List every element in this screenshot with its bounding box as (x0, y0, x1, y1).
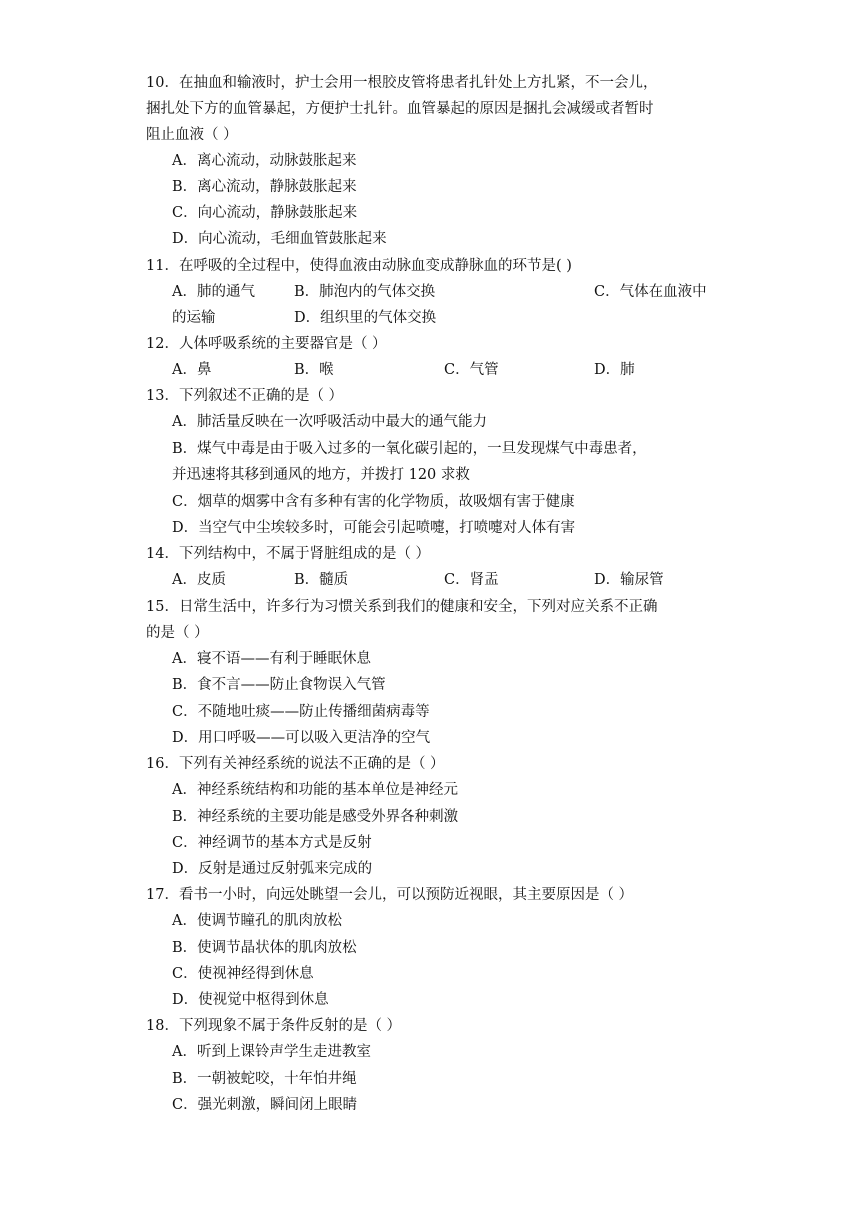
question-13-option-d: D．当空气中尘埃较多时，可能会引起喷嚏，打喷嚏对人体有害 (172, 520, 576, 536)
question-16-option-a: A．神经系统结构和功能的基本单位是神经元 (172, 782, 458, 798)
question-12-option-b: B．喉 (294, 362, 334, 378)
question-14-option-d: D．输尿管 (594, 572, 664, 588)
question-14-option-b: B．髓质 (294, 572, 349, 588)
question-13-option-c: C．烟草的烟雾中含有多种有害的化学物质，故吸烟有害于健康 (172, 494, 575, 510)
question-10-stem (146, 70, 736, 148)
question-17-stem (146, 882, 736, 908)
question-18-option-c: C．强光刺激，瞬间闭上眼睛 (172, 1097, 358, 1113)
question-16-stem (146, 751, 736, 777)
question-10-option-a: A．离心流动，动脉鼓胀起来 (172, 153, 357, 169)
question-14-option-a: A．皮质 (172, 572, 226, 588)
question-12-option-d: D．肺 (594, 362, 635, 378)
stem-line: 15．日常生活中，许多行为习惯关系到我们的健康和安全，下列对应关系不正确 (146, 599, 658, 615)
question-11-option-c: C．气体在血液中 (594, 284, 707, 300)
stem-line: 17．看书一小时，向远处眺望一会儿，可以预防近视眼，其主要原因是（ ） (146, 887, 634, 903)
question-11-stem (146, 253, 736, 279)
stem-line: 18．下列现象不属于条件反射的是（ ） (146, 1018, 402, 1034)
question-13-stem (146, 383, 736, 409)
question-18-stem (146, 1013, 736, 1039)
question-14-option-c: C．肾盂 (444, 572, 499, 588)
question-11-option-c-continued: 的运输 (172, 310, 216, 326)
question-11-option-d: D．组织里的气体交换 (294, 310, 437, 326)
question-16-option-b: B．神经系统的主要功能是感受外界各种刺激 (172, 809, 459, 825)
question-13-option-b-continued: 并迅速将其移到通风的地方，并拨打 120 求救 (172, 467, 470, 483)
stem-line: 13．下列叙述不正确的是（ ） (146, 388, 344, 404)
question-17-option-a: A．使调节瞳孔的肌肉放松 (172, 913, 342, 929)
question-15-option-b: B．食不言——防止食物误入气管 (172, 677, 386, 693)
stem-line: 11．在呼吸的全过程中，使得血液由动脉血变成静脉血的环节是( ) (146, 258, 572, 274)
question-10-option-d: D．向心流动，毛细血管鼓胀起来 (172, 231, 387, 247)
stem-line: 12．人体呼吸系统的主要器官是（ ） (146, 336, 387, 352)
question-16-option-c: C．神经调节的基本方式是反射 (172, 835, 372, 851)
question-15-option-c: C．不随地吐痰——防止传播细菌病毒等 (172, 704, 430, 720)
question-10-option-b: B．离心流动，静脉鼓胀起来 (172, 179, 357, 195)
question-17-option-c: C．使视神经得到休息 (172, 966, 314, 982)
stem-line: 14．下列结构中，不属于肾脏组成的是（ ） (146, 546, 431, 562)
question-15-stem (146, 594, 736, 646)
question-12-option-a: A．鼻 (172, 362, 212, 378)
stem-line: 16．下列有关神经系统的说法不正确的是（ ） (146, 756, 445, 772)
question-17-option-d: D．使视觉中枢得到休息 (172, 992, 329, 1008)
question-15-option-d: D．用口呼吸——可以吸入更洁净的空气 (172, 730, 431, 746)
stem-line: 捆扎处下方的血管暴起，方便护士扎针。血管暴起的原因是捆扎会减缓或者暂时 (146, 101, 654, 117)
question-12-stem (146, 331, 736, 357)
question-16-option-d: D．反射是通过反射弧来完成的 (172, 861, 373, 877)
question-12-option-c: C．气管 (444, 362, 499, 378)
stem-line: 阻止血液（ ） (146, 127, 238, 143)
stem-line: 的是（ ） (146, 625, 209, 641)
question-11-option-b: B．肺泡内的气体交换 (294, 284, 436, 300)
question-11-option-a: A．肺的通气 (172, 284, 255, 300)
question-18-option-a: A．听到上课铃声学生走进教室 (172, 1044, 371, 1060)
question-15-option-a: A．寝不语——有利于睡眠休息 (172, 651, 371, 667)
stem-line: 10．在抽血和输液时，护士会用一根胶皮管将患者扎针处上方扎紧，不一会儿， (146, 75, 658, 91)
question-13-option-a: A．肺活量反映在一次呼吸活动中最大的通气能力 (172, 414, 487, 430)
question-14-stem (146, 541, 736, 567)
question-10-option-c: C．向心流动，静脉鼓胀起来 (172, 205, 358, 221)
question-13-option-b: B．煤气中毒是由于吸入过多的一氧化碳引起的，一旦发现煤气中毒患者， (172, 441, 647, 457)
question-18-option-b: B．一朝被蛇咬，十年怕井绳 (172, 1071, 357, 1087)
question-17-option-b: B．使调节晶状体的肌肉放松 (172, 940, 357, 956)
